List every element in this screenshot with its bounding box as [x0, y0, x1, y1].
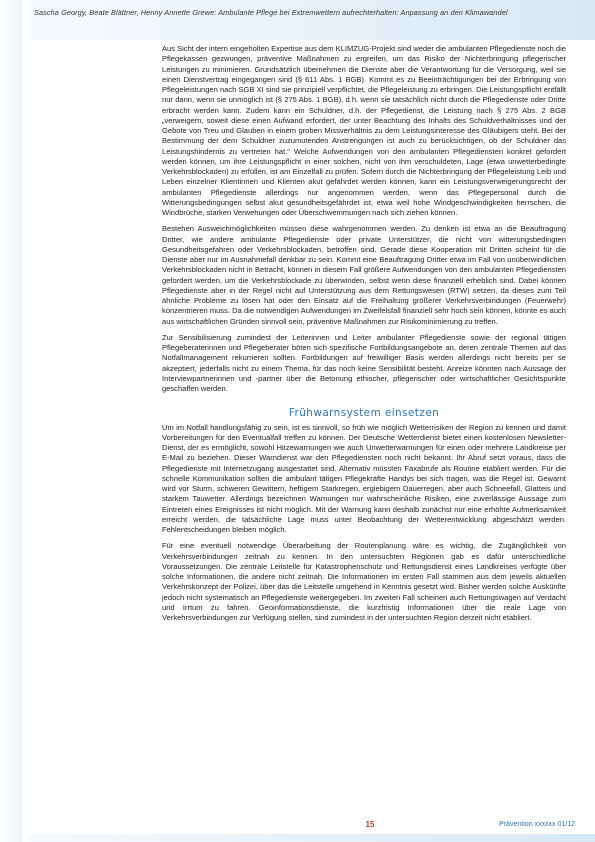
article-body	[162, 44, 566, 629]
left-decor-strip	[0, 0, 22, 842]
paragraph-early-warning: Um im Notfall handlungsfähig zu sein, ist es sinnvoll, so früh wie möglich Wetterrisiken der Region zu kennen und damit Vorbereitungen für den Eventualfall treffen zu können. Der Deutsche Wetterdienst bietet einen kostenlosen Newsletter-Dienst, der es ermöglicht, sowohl Hitzewarnungen wie auch Unwetterwarnungen für einen oder mehrere Landkreise per E-Mail zu beziehen. Dieser Warndienst war den Pflegediensten noch nicht bekannt. Ihr Abruf setzt voraus, dass die Pflegedienste mit Internetzugang ausgestattet sind. Alternativ müssten Faxabrufe als Routine etabliert werden. Für die schnelle Kommunikation sollten die ambulant tätigen Pflegekräfte Handys bei sich tragen, was die Regel ist. Gewarnt wird vor Sturm, schweren Gewittern, heftigem Starkregen, ergiebigem Dauerregen, aber auch Schneefall, Glatteis und starkem Tauwetter. Allerdings bezeichnen Warnungen nur wahrscheinliche Risiken, eine zuverlässige Aussage zum Eintreten eines Ereignisses ist nicht möglich. Mit der Warnung kann deshalb zunächst nur eine erhöhte Aufmerksamkeit erreicht werden, die tatsächliche Lage muss unter Beobachtung der Wetterentwicklung abgeschätzt werden. Fehlentscheidungen bleiben möglich.	[162, 422, 566, 534]
footer-bar	[28, 834, 595, 842]
paragraph-alternatives: Bestehen Ausweichmöglichkeiten müssen diese wahrgenommen werden. Zu denken ist etwa an die Beauftragung Dritter, wie andere ambulante Pflegedienste oder private Unterstützer, die nicht von witterungsbedingten Gesundheitsgefahren oder Verkehrsblockaden, betroffen sind. Gerade diese Kooperation mit Dritten scheint für die Dienste aber nur im Ausnahmefall denkbar zu sein. Kommt eine Beauftragung Dritter etwa im Fall von unüberwindlichen Verkehrsblockaden nicht in Betracht, können in diesem Fall größere Aufwendungen von den ambulanten Pflegediensten gefordert werden, um die Verkehrsblockade zu überwinden, selbst wenn diese finanziell erheblich sind. Dabei können Pflegedienste aber in der Regel nicht auf Unterstützung aus dem Rettungswesen (RTW) setzen, da dieses zum Teil ähnliche Probleme zu lösen hat oder den Einsatz auf die Freihaltung größerer Verkehrsverbindungen (Feuerwehr) konzentrieren muss. Da die notwendigen Aufwendungen im Zweifelsfall finanziell sehr hoch sein können, könnte es auch aus wirtschaftlichen Gründen sinnvoll sein, präventive Maßnahmen zur Risikominimierung zu treffen.	[162, 224, 566, 326]
header-bar	[28, 0, 595, 40]
page-number: 15	[365, 820, 375, 829]
section-heading: Frühwarnsystem einsetzen	[288, 407, 440, 420]
journal-footer: Prävention xxxxxx 01/12	[499, 821, 575, 828]
paragraph-training: Zur Sensibilisierung zumindest der Leiterinnen und Leiter ambulanter Pflegedienste sowie der regional tätigen Pflegeberaterinnen und Pflegeberater böten sich spezifische Fortbildungsangebote an, deren zentrale Themen auf das Notfallmanagement rekurrieren sollten. Fortbildungen auf freiwilliger Basis werden allerdings nicht bereits per se akzeptiert, jederfalls nicht zu einem Thema, für das noch keine Sensibilität besteht. Anreize könnten nach Aussage der Interviewpartnerinnen und -partner über die Betonung ethischer, pflegerischer oder wirtschaftlicher Gesichtspunkte geschaffen werden.	[162, 332, 566, 393]
running-header: Sascha Georgy, Beate Blättner, Henny Annette Grewe: Ambulante Pflege bei Extremwettern aufrechterhalten: Anpassung an den Klimawandel	[34, 8, 508, 17]
paragraph-route-planning: Für eine eventuell notwendige Überarbeitung der Routenplanung wäre es wichtig, die Zugänglichkeit von Verkehrsverbindungen zeitnah zu kennen. In den untersuchten Regionen gab es dafür unterschiedliche Voraussetzungen. Die zentrale Leitstelle für Katastrophenschutz und Rettungsdienst eines Landkreises verfügte über solche Informationen, die andere nicht zeitnah. Die Informationen im ersten Fall stammen aus dem jeweils aktuellen Verkehrskonzept der Polizei, über das die Leitstelle umgehend in Kenntnis gesetzt wird. Bisher werden solche Auskünfte jedoch nicht systematisch an Pflegedienste weitergegeben. Im zweiten Fall scheinen auch Rettungswagen auf Verdacht und Irrtum zu fahren. Geoinformationsdienste, die kurzfristig Informationen über die reale Lage von Verkehrsverbindungen zur Verfügung stellen, sind zumindest in der untersuchten Region derzeit nicht etabliert.	[162, 541, 566, 622]
paragraph-legal-obligation: Aus Sicht der intern eingeholten Expertise aus dem KLIMZUG-Projekt sind weder die ambulanten Pflegedienste noch die Pflegekassen gezwungen, präventive Maßnahmen zu ergreifen, um das Risiko der Nichterbringung pflegerischer Leistungen zu minimieren. Grundsätzlich übernehmen die Dienste aber die Verantwortung für die Versorgung, weil sie einen Dienstvertrag eingegangen sind (§ 611 Abs. 1 BGB). Kommt es zu Beeinträchtigungen bei der Erbringung von Pflegeleistungen nach SGB XI sind sie prinzipiell verpflichtet, die Pflegeleistung zu erbringen. Die Leistungspflicht entfällt nur dann, wenn sie unmöglich ist (§ 275 Abs. 1 BGB), d.h. wenn sie tatsächlich nicht durch die Pflegedienste oder Dritte erbracht werden kann. Zudem kann ein Schuldner, d.h. der Pflegedienst, die Leistung nach § 275 Abs. 2 BGB „verweigern, soweit diese einen Aufwand erfordert, der unter Beachtung des Inhalts des Schuldverhältnisses und der Gebote von Treu und Glauben in einem groben Missverhältnis zu dem Leistungsinteresse des Gläubigers steht. Bei der Bestimmung der dem Schuldner zuzumutenden Anstrengungen ist auch zu berücksichtigen, ob der Schuldner das Leistungshindernis zu vertreten hat.“ Welche Aufwendungen von den ambulanten Pflegediensten konkret gefordert werden können, um ihre Leistungspflicht in einer solchen, nicht von ihm verschuldeten, Lage (etwa unwetterbedingte Verkehrsblockaden) zu erfüllen, ist am Einzelfall zu prüfen. Sofern durch die Nichterbringung der Pflegeleistung Leib und Leben einzelner Klientinnen und Klienten akut gefährdet werden können, kann ein Leistungsverweigerungsrecht der ambulanten Pflegedienste allerdings nur angenommen werden, wenn das Pflegepersonal durch die Witterungsbedingungen selbst akut gesundheitsgefährdet ist, etwa weil hohe Windgeschwindigkeiten herrschen, die Windbrüche, starken Verwehungen oder Überschwemmungen nach sich ziehen können.	[162, 44, 566, 217]
